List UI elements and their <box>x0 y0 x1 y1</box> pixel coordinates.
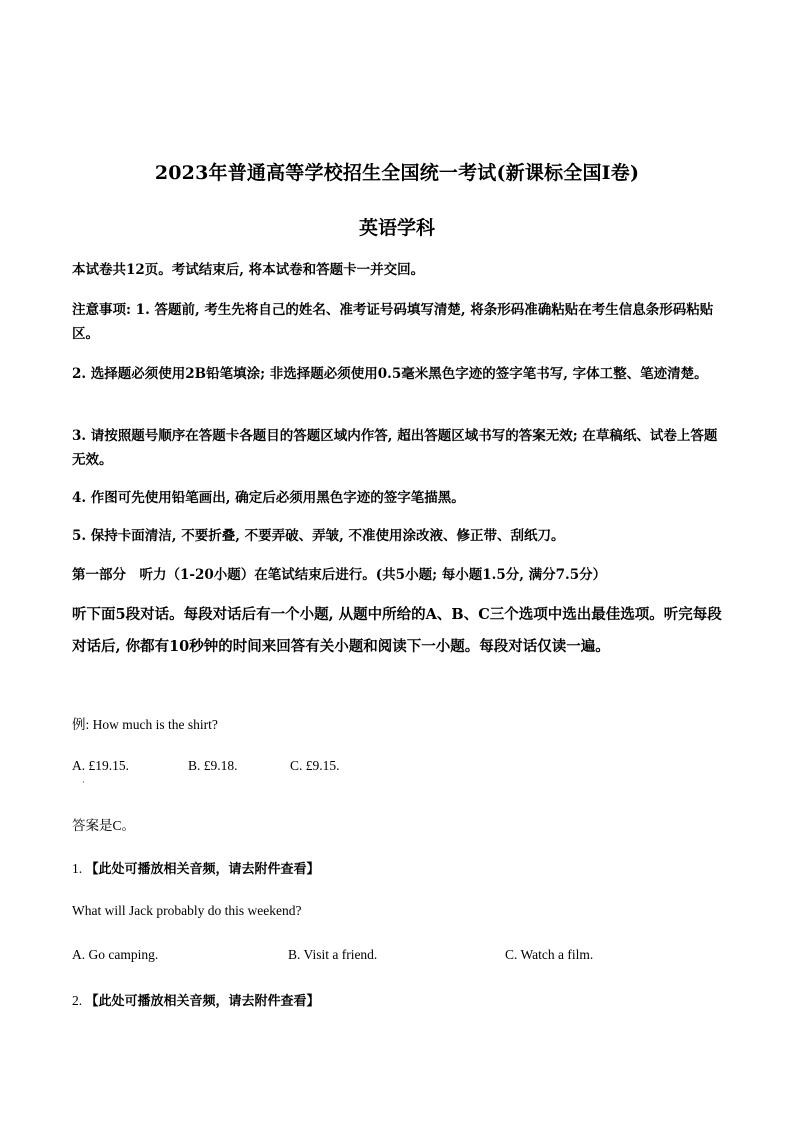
example-option-a: A. £19.15. <box>72 758 129 773</box>
question-1-option-a: A. Go camping. <box>72 947 159 962</box>
stray-dot: · <box>82 778 85 787</box>
example-question: 例: How much is the shirt? <box>72 717 218 732</box>
intro-note: 本试卷共12页。考试结束后, 将本试卷和答题卡一并交回。 <box>72 262 425 278</box>
question-2-audio-note[interactable]: 【此处可播放相关音频，请去附件查看】 <box>85 994 320 1009</box>
question-1-audio-note[interactable]: 【此处可播放相关音频，请去附件查看】 <box>85 862 320 877</box>
note-4: 4. 作图可先使用铅笔画出, 确定后必须用黑色字迹的签字笔描黑。 <box>72 490 465 506</box>
question-1-number: 1. <box>72 861 83 876</box>
note-1: 注意事项: 1. 答题前, 考生先将自己的姓名、准考证号码填写清楚, 将条形码准确粘贴在考生信息条形码粘贴区。 <box>72 302 714 342</box>
question-1-header <box>72 858 320 877</box>
example-option-c: C. £9.15. <box>290 758 340 773</box>
note-2: 2. 选择题必须使用2B铅笔填涂; 非选择题必须使用0.5毫米黑色字迹的签字笔书写, 字体工整、笔迹清楚。 <box>72 366 708 382</box>
question-2-header <box>72 990 320 1009</box>
note-3: 3. 请按照题号顺序在答题卡各题目的答题区域内作答, 超出答题区域书写的答案无效; 在草稿纸、试卷上答题无效。 <box>72 428 718 468</box>
note-5: 5. 保持卡面清洁, 不要折叠, 不要弄破、弄皱, 不准使用涂改液、修正带、刮纸刀。 <box>72 528 565 544</box>
question-2-number: 2. <box>72 993 83 1008</box>
example-answer: 答案是C。 <box>72 818 136 833</box>
question-1-option-c: C. Watch a film. <box>505 947 594 962</box>
section-heading: 第一部分 听力（1-20小题）在笔试结束后进行。(共5小题; 每小题1.5分, 满分7.5分） <box>72 567 607 583</box>
subject-heading: 英语学科 <box>358 217 435 239</box>
example-option-b: B. £9.18. <box>188 758 238 773</box>
page-title: 2023年普通高等学校招生全国统一考试(新课标全国Ⅰ卷) <box>154 162 640 184</box>
section-instructions: 听下面5段对话。每段对话后有一个小题, 从题中所给的A、B、C三个选项中选出最佳选项。听完每段对话后, 你都有10秒钟的时间来回答有关小题和阅读下一小题。每段对话仅读一遍。 <box>72 606 722 655</box>
question-1-text: What will Jack probably do this weekend? <box>72 903 302 918</box>
question-1-option-b: B. Visit a friend. <box>288 947 378 962</box>
